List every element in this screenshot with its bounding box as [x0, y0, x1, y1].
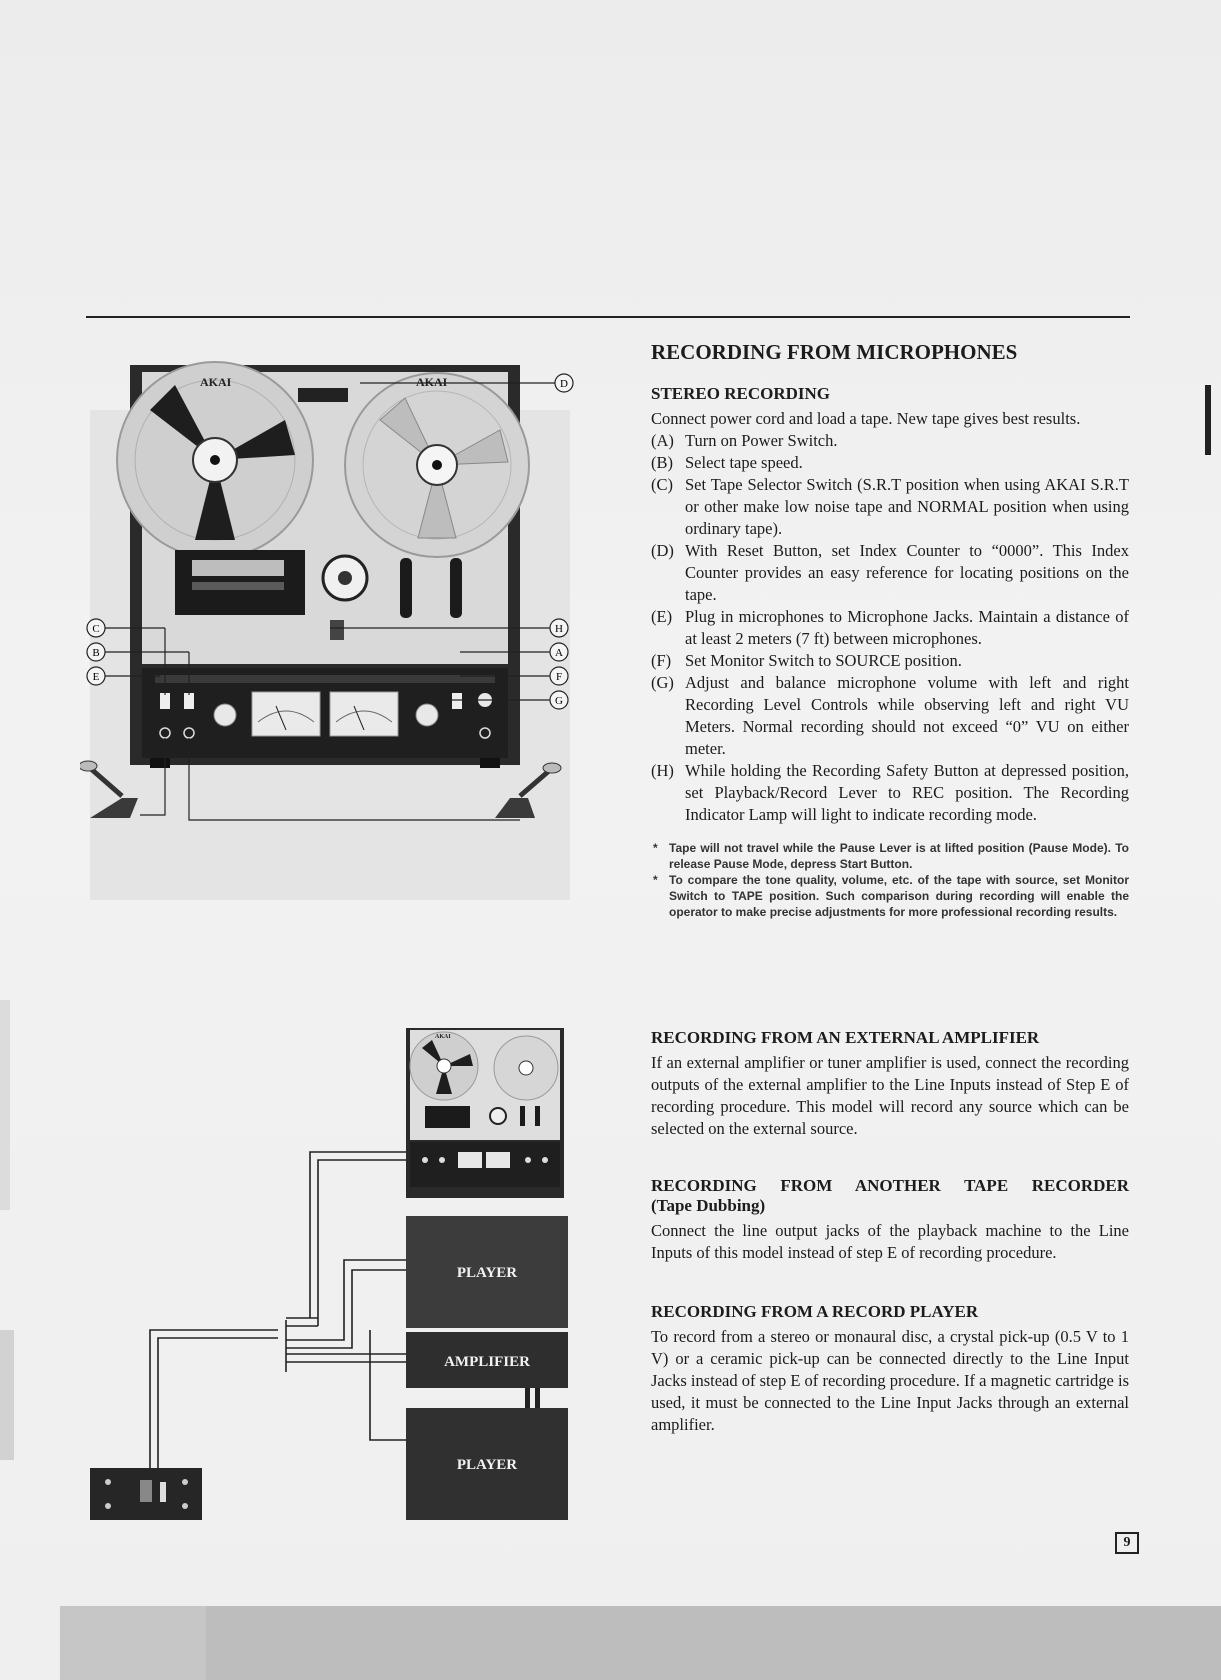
line-input-box [90, 1468, 202, 1520]
monitor-switch [452, 693, 462, 709]
svg-text:F: F [555, 671, 563, 683]
page-title: RECORDING FROM MICROPHONES [651, 340, 1018, 364]
level-knob-right [416, 704, 438, 726]
callout-b [87, 643, 105, 661]
scan-shadow-left-lower [0, 1330, 14, 1460]
stereo-section [651, 384, 1129, 920]
scan-shadow-bottom-dark [206, 1606, 1221, 1680]
left-reel [117, 362, 313, 558]
player-box-1-label: PLAYER [456, 1265, 518, 1281]
tape-dubbing-heading: RECORDING FROM ANOTHER TAPE RECORDER [651, 1176, 1129, 1195]
small-deck-brand: AKAI [435, 1034, 451, 1040]
step-d: (D) With Reset Button, set Index Counter to “0000”. This Index Counter provides an easy reference for locating positions on the tape. [651, 541, 1129, 604]
external-source-diagram [80, 1020, 590, 1525]
step-e: (E) Plug in microphones to Microphone Jacks. Maintain a distance of at least 2 meters (7 ft) between microphones. [651, 607, 1129, 648]
section-rule [86, 316, 1130, 318]
record-player-section [651, 1302, 1129, 1436]
page-number: 9 [1115, 1532, 1139, 1554]
external-amp-heading: RECORDING FROM AN EXTERNAL AMPLIFIER [651, 1028, 1040, 1047]
svg-text:E: E [92, 671, 100, 683]
tape-selector-switch [160, 693, 170, 709]
callout-d [555, 374, 573, 392]
svg-text:B: B [92, 647, 100, 659]
index-counter [298, 388, 348, 402]
step-a: (A) Turn on Power Switch. [651, 431, 838, 450]
callout-e [87, 667, 105, 685]
external-amp-text: If an external amplifier or tuner amplifier is used, connect the recording outputs of the external amplifier to the Line Inputs instead of Step E of recording procedure. This model will record any source which can be selected on the external source. [651, 1053, 1129, 1138]
pause-lever [450, 558, 462, 618]
tape-dubbing-subheading: (Tape Dubbing) [651, 1196, 766, 1215]
level-knob-left [214, 704, 236, 726]
tape-dubbing-text: Connect the line output jacks of the playback machine to the Line Inputs of this model instead of step E of recording procedure. [651, 1221, 1129, 1262]
callout-f [550, 667, 568, 685]
svg-text:G: G [555, 695, 563, 707]
tape-deck-microphone-diagram [80, 350, 590, 910]
callout-a [550, 643, 568, 661]
stereo-steps [651, 430, 1129, 826]
step-f: (F) Set Monitor Switch to SOURCE position. [651, 651, 962, 670]
rec-lever [400, 558, 412, 618]
step-h: (H) While holding the Recording Safety Button at depressed position, set Playback/Record Lever to REC position. The Recording Indicator Lamp will light to indicate recording mode. [651, 761, 1129, 824]
svg-text:H: H [555, 623, 563, 635]
amplifier-box-label: AMPLIFIER [444, 1354, 530, 1370]
note-monitor: * To compare the tone quality, volume, etc. of the tape with source, set Monitor Switch to TAPE position. Such comparison during recording will enable the operator to make precise adjustments for more professional recording results. [653, 873, 1129, 919]
note-pause: * Tape will not travel while the Pause Lever is at lifted position (Pause Mode). To release Pause Mode, depress Start Button. [653, 841, 1129, 871]
scan-shadow-left [0, 1000, 10, 1210]
svg-text:D: D [560, 378, 568, 390]
callout-h [550, 619, 568, 637]
external-amp-section [651, 1028, 1129, 1140]
step-c: (C) Set Tape Selector Switch (S.R.T position when using AKAI S.R.T or other make low noise tape and NORMAL position when using ordinary tape). [651, 475, 1129, 538]
tape-dubbing-section [651, 1176, 1129, 1264]
callout-c [87, 619, 105, 637]
speed-switch [184, 693, 194, 709]
right-reel [345, 373, 529, 557]
small-tape-deck [406, 1028, 564, 1198]
stereo-notes [651, 840, 1129, 920]
record-player-text: To record from a stereo or monaural disc, a crystal pick-up (0.5 V to 1 V) or a ceramic pick-up can be connected directly to the Line Input Jacks instead of step E of recording procedure. If a magnetic cartridge is used, it must be connected to the Line Input Jacks through an external amplifier. [651, 1327, 1129, 1434]
record-player-heading: RECORDING FROM A RECORD PLAYER [651, 1302, 979, 1321]
step-g: (G) Adjust and balance microphone volume with left and right Recording Level Controls while observing left and right VU Meters. Normal recording should not exceed “0” VU on either meter. [651, 673, 1129, 758]
callout-g [550, 691, 568, 709]
brand-right: AKAI [416, 375, 448, 389]
stereo-intro: Connect power cord and load a tape. New tape gives best results. [651, 409, 1081, 428]
scan-edge-right [1205, 385, 1211, 455]
svg-text:A: A [555, 647, 563, 659]
player-box-2-label: PLAYER [456, 1457, 518, 1473]
step-b: (B) Select tape speed. [651, 453, 803, 472]
brand-left: AKAI [200, 375, 232, 389]
svg-text:C: C [92, 623, 100, 635]
stereo-heading: STEREO RECORDING [651, 384, 831, 403]
